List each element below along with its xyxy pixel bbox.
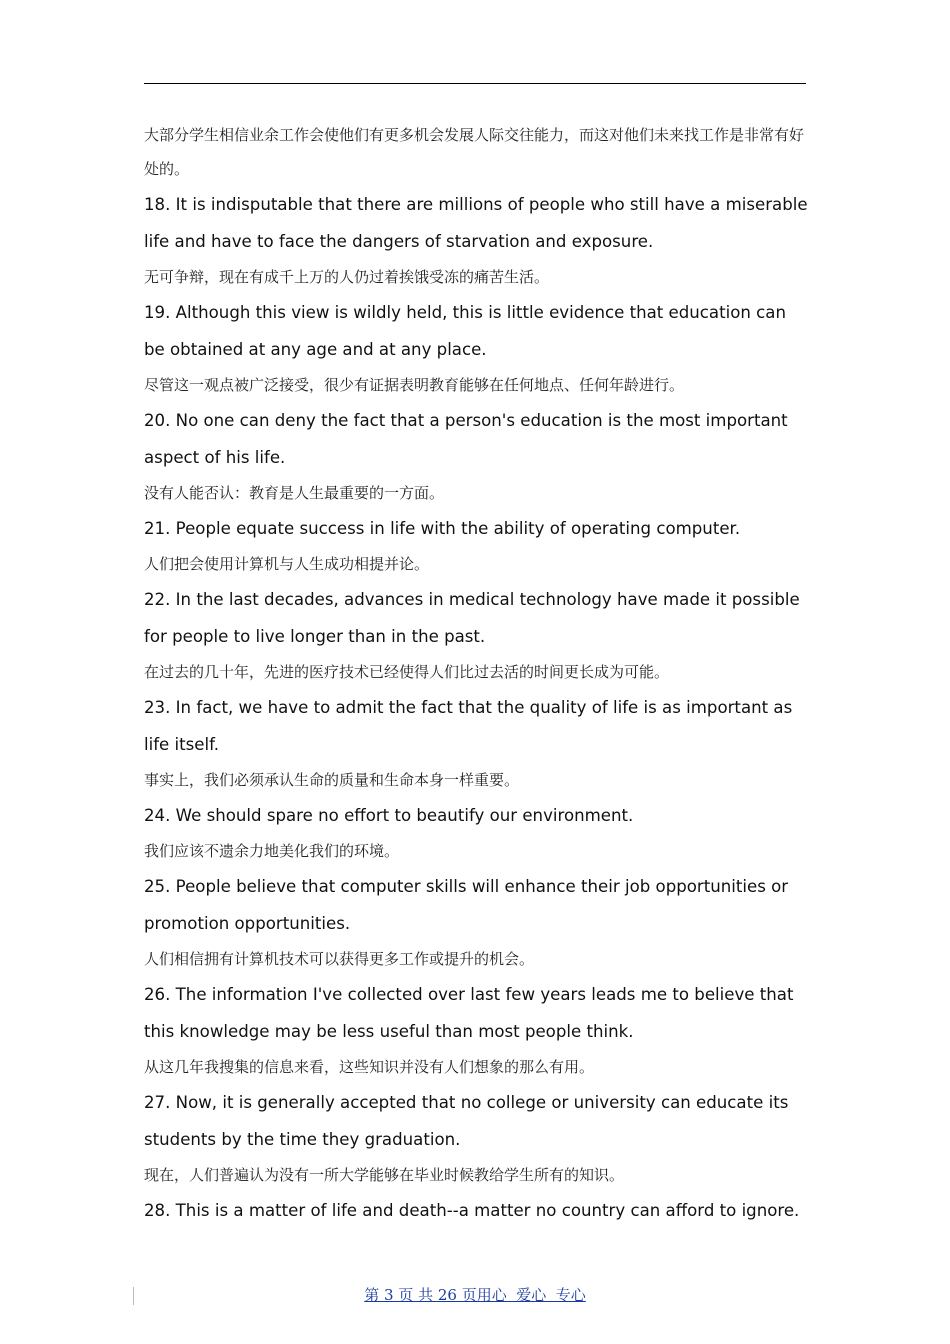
entry-24-chinese: 我们应该不遗余力地美化我们的环境。 [144,842,400,860]
entry-21-chinese: 人们把会使用计算机与人生成功相提并论。 [144,555,430,573]
entry-19-chinese: 尽管这一观点被广泛接受，很少有证据表明教育能够在任何地点、任何年龄进行。 [144,376,685,394]
entry-28-english: 28. This is a matter of life and death--a matter no country can afford to ignore. [144,1201,800,1220]
page-footer: 第 3 页 共 26 页用心 爱心 专心 [364,1286,586,1304]
intro-translation: 大部分学生相信业余工作会使他们有更多机会发展人际交往能力，而这对他们未来找工作是非常有好处的。 [144,126,805,178]
entry-20-english: 20. No one can deny the fact that a person's education is the most important aspect of his life. [144,411,788,467]
entry-24-english: 24. We should spare no effort to beautify our environment. [144,806,634,825]
entry-25-chinese: 人们相信拥有计算机技术可以获得更多工作或提升的机会。 [144,950,535,968]
header-rule [144,83,806,84]
entry-27-chinese: 现在，人们普遍认为没有一所大学能够在毕业时候教给学生所有的知识。 [144,1166,625,1184]
entry-26-english: 26. The information I've collected over last few years leads me to believe that this knowledge may be less useful than most people think. [144,985,794,1041]
entry-23-chinese: 事实上，我们必须承认生命的质量和生命本身一样重要。 [144,771,520,789]
entry-26-chinese: 从这几年我搜集的信息来看，这些知识并没有人们想象的那么有用。 [144,1058,595,1076]
entry-21-english: 21. People equate success in life with the ability of operating computer. [144,519,741,538]
entry-18-chinese: 无可争辩，现在有成千上万的人仍过着挨饿受冻的痛苦生活。 [144,268,550,286]
entry-18-english: 18. It is indisputable that there are millions of people who still have a miserable life and have to face the dangers of starvation and exposure. [144,195,808,251]
entry-27-english: 27. Now, it is generally accepted that no college or university can educate its students by the time they graduation. [144,1093,789,1149]
entry-25-english: 25. People believe that computer skills will enhance their job opportunities or promotion opportunities. [144,877,789,933]
entry-20-chinese: 没有人能否认：教育是人生最重要的一方面。 [144,484,445,502]
entry-23-english: 23. In fact, we have to admit the fact that the quality of life is as important as life itself. [144,698,793,754]
document-body [144,118,808,1229]
entry-22-english: 22. In the last decades, advances in medical technology have made it possible for people to live longer than in the past. [144,590,800,646]
entry-19-english: 19. Although this view is wildly held, this is little evidence that education can be obtained at any age and at any place. [144,303,786,359]
entry-22-chinese: 在过去的几十年，先进的医疗技术已经使得人们比过去活的时间更长成为可能。 [144,663,670,681]
